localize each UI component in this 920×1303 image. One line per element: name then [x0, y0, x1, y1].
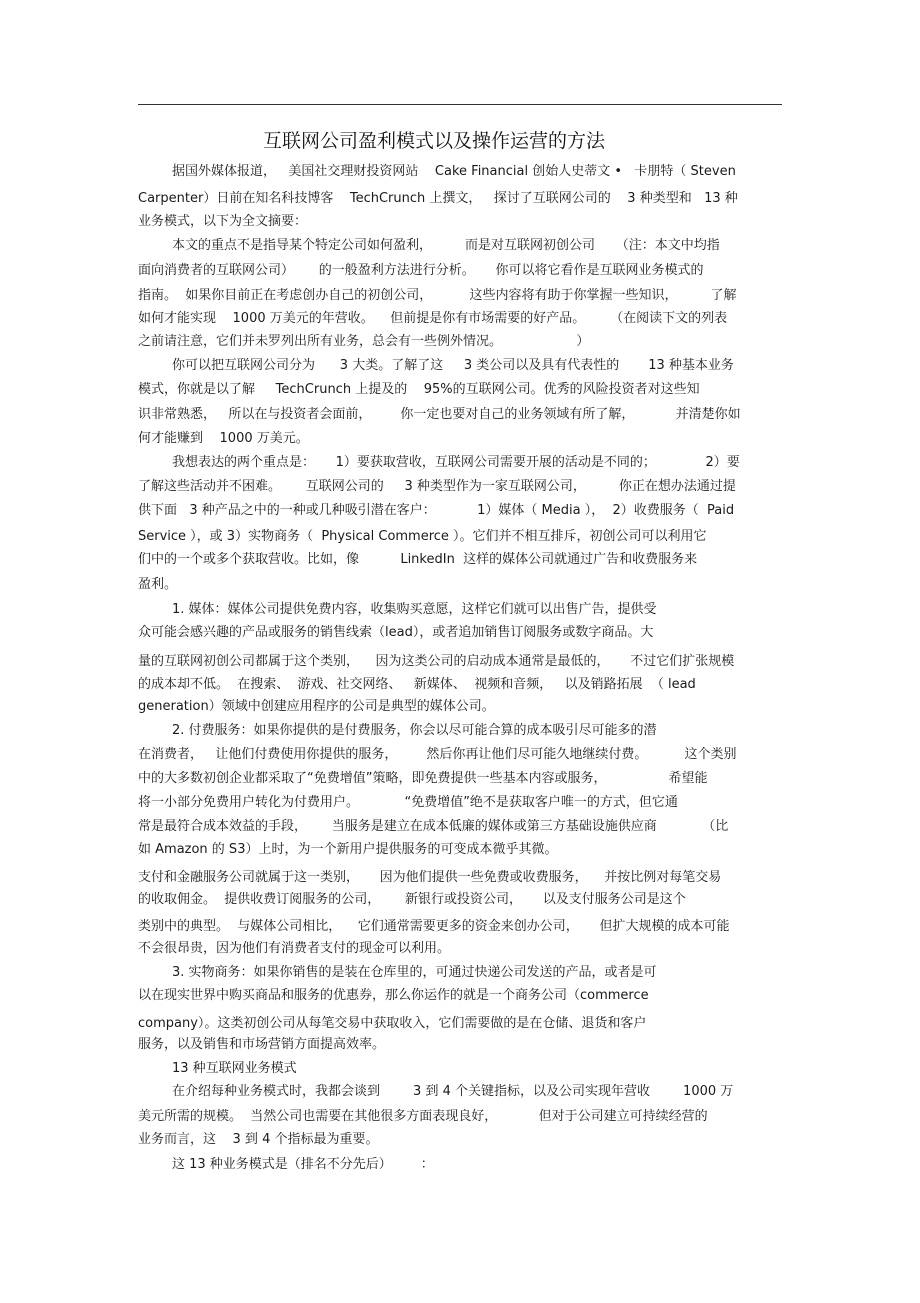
text-line: Carpenter）日前在知名科技博客 TechCrunch 上撰文， 探讨了互联网公司的 3 种类型和 13 种	[138, 191, 738, 206]
text-line: 2. 付费服务：如果你提供的是付费服务，你会以尽可能合算的成本吸引尽可能多的潜	[172, 723, 657, 738]
text-line: 了解这些活动并不困难。 互联网公司的 3 种类型作为一家互联网公司， 你正在想办法通过提	[138, 479, 736, 494]
text-line: 常是最符合成本效益的手段， 当服务是建立在成本低廉的媒体或第三方基础设施供应商 （比	[138, 819, 729, 834]
text-line: 类别中的典型。 与媒体公司相比， 它们通常需要更多的资金来创办公司， 但扩大规模的成本可能	[138, 919, 730, 934]
text-line: 之前请注意，它们并未罗列出所有业务，总会有一些例外情况。 ）	[138, 334, 590, 349]
text-line: 你可以把互联网公司分为 3 大类。了解了这 3 类公司以及具有代表性的 13 种基本业务	[172, 358, 734, 373]
text-line: 据国外媒体报道， 美国社交理财投资网站 Cake Financial 创始人史蒂文 • 卡朋特（ Steven	[172, 164, 736, 179]
text-line: 这 13 种业务模式是（排名不分先后） ：	[172, 1157, 434, 1172]
text-line: 将一小部分免费用户转化为付费用户。 “免费增值”绝不是获取客户唯一的方式，但它通	[138, 795, 678, 810]
header-rule	[138, 104, 782, 105]
text-line: 如 Amazon 的 S3）上时，为一个新用户提供服务的可变成本微乎其微。	[138, 842, 558, 857]
text-line: company）。这类初创公司从每笔交易中获取收入，它们需要做的是在仓储、退货和客户	[138, 1016, 647, 1031]
text-line: 支付和金融服务公司就属于这一类别， 因为他们提供一些免费或收费服务， 并按比例对每笔交易	[138, 870, 722, 885]
text-line: 的成本却不低。 在搜索、 游戏、社交网络、 新媒体、 视频和音频， 以及销路拓展 （ lead	[138, 677, 696, 692]
text-line: 我想表达的两个重点是： 1）要获取营收，互联网公司需要开展的活动是不同的； 2）要	[172, 455, 740, 470]
text-line: 业务模式，以下为全文摘要：	[138, 214, 308, 229]
text-line: generation）领域中创建应用程序的公司是典型的媒体公司。	[138, 699, 495, 714]
text-line: 服务，以及销售和市场营销方面提高效率。	[138, 1037, 386, 1052]
text-line: 在消费者， 让他们付费使用你提供的服务， 然后你再让他们尽可能久地继续付费。 这个类别	[138, 747, 737, 762]
text-line: 以在现实世界中购买商品和服务的优惠券，那么你运作的就是一个商务公司（commerce	[138, 988, 649, 1003]
text-line: 众可能会感兴趣的产品或服务的销售线索（lead），或者追加销售订阅服务或数字商品。大	[138, 625, 654, 640]
text-line: 们中的一个或多个获取营收。比如，像 LinkedIn 这样的媒体公司就通过广告和收费服务来	[138, 552, 698, 567]
text-line: 3. 实物商务：如果你销售的是装在仓库里的，可通过快递公司发送的产品，或者是可	[172, 965, 657, 980]
text-line: Service ），或 3）实物商务（ Physical Commerce ）。它们并不相互排斥，初创公司可以利用它	[138, 529, 707, 544]
text-line: 1. 媒体：媒体公司提供免费内容，收集购买意愿，这样它们就可以出售广告，提供受	[172, 602, 657, 617]
text-line: 不会很昂贵，因为他们有消费者支付的现金可以利用。	[138, 941, 451, 956]
text-line: 指南。 如果你目前正在考虑创办自己的初创公司， 这些内容将有助于你掌握一些知识， 了解	[138, 288, 737, 303]
text-line: 在介绍每种业务模式时，我都会谈到 3 到 4 个关键指标，以及公司实现年营收 1000 万	[172, 1084, 734, 1099]
text-line: 量的互联网初创公司都属于这个类别， 因为这类公司的启动成本通常是最低的， 不过它们扩张规模	[138, 654, 735, 669]
text-line: 本文的重点不是指导某个特定公司如何盈利， 而是对互联网初创公司 （注：本文中均指	[172, 238, 720, 253]
text-line: 面向消费者的互联网公司） 的一般盈利方法进行分析。 你可以将它看作是互联网业务模式的	[138, 263, 704, 278]
section-heading: 13 种互联网业务模式	[172, 1061, 297, 1076]
text-line: 美元所需的规模。 当然公司也需要在其他很多方面表现良好， 但对于公司建立可持续经营的	[138, 1109, 708, 1124]
text-line: 供下面 3 种产品之中的一种或几种吸引潜在客户： 1）媒体（ Media ）， 2）收费服务（ Paid	[138, 503, 735, 518]
text-line: 中的大多数初创企业都采取了“免费增值”策略，即免费提供一些基本内容或服务， 希望能	[138, 771, 708, 786]
text-line: 模式，你就是以了解 TechCrunch 上提及的 95%的互联网公司。优秀的风险投资者对这些知	[138, 382, 700, 397]
text-line: 何才能赚到 1000 万美元。	[138, 431, 309, 446]
text-line: 识非常熟悉， 所以在与投资者会面前， 你一定也要对自己的业务领域有所了解， 并清楚你如	[138, 407, 741, 422]
document-title: 互联网公司盈利模式以及操作运营的方法	[262, 130, 605, 152]
text-line: 的收取佣金。 提供收费订阅服务的公司， 新银行或投资公司， 以及支付服务公司是这个	[138, 892, 686, 907]
text-line: 如何才能实现 1000 万美元的年营收。 但前提是你有市场需要的好产品。 （在阅读下文的列表	[138, 311, 728, 326]
text-line: 盈利。	[138, 577, 178, 592]
text-line: 业务而言，这 3 到 4 个指标最为重要。	[138, 1132, 379, 1147]
